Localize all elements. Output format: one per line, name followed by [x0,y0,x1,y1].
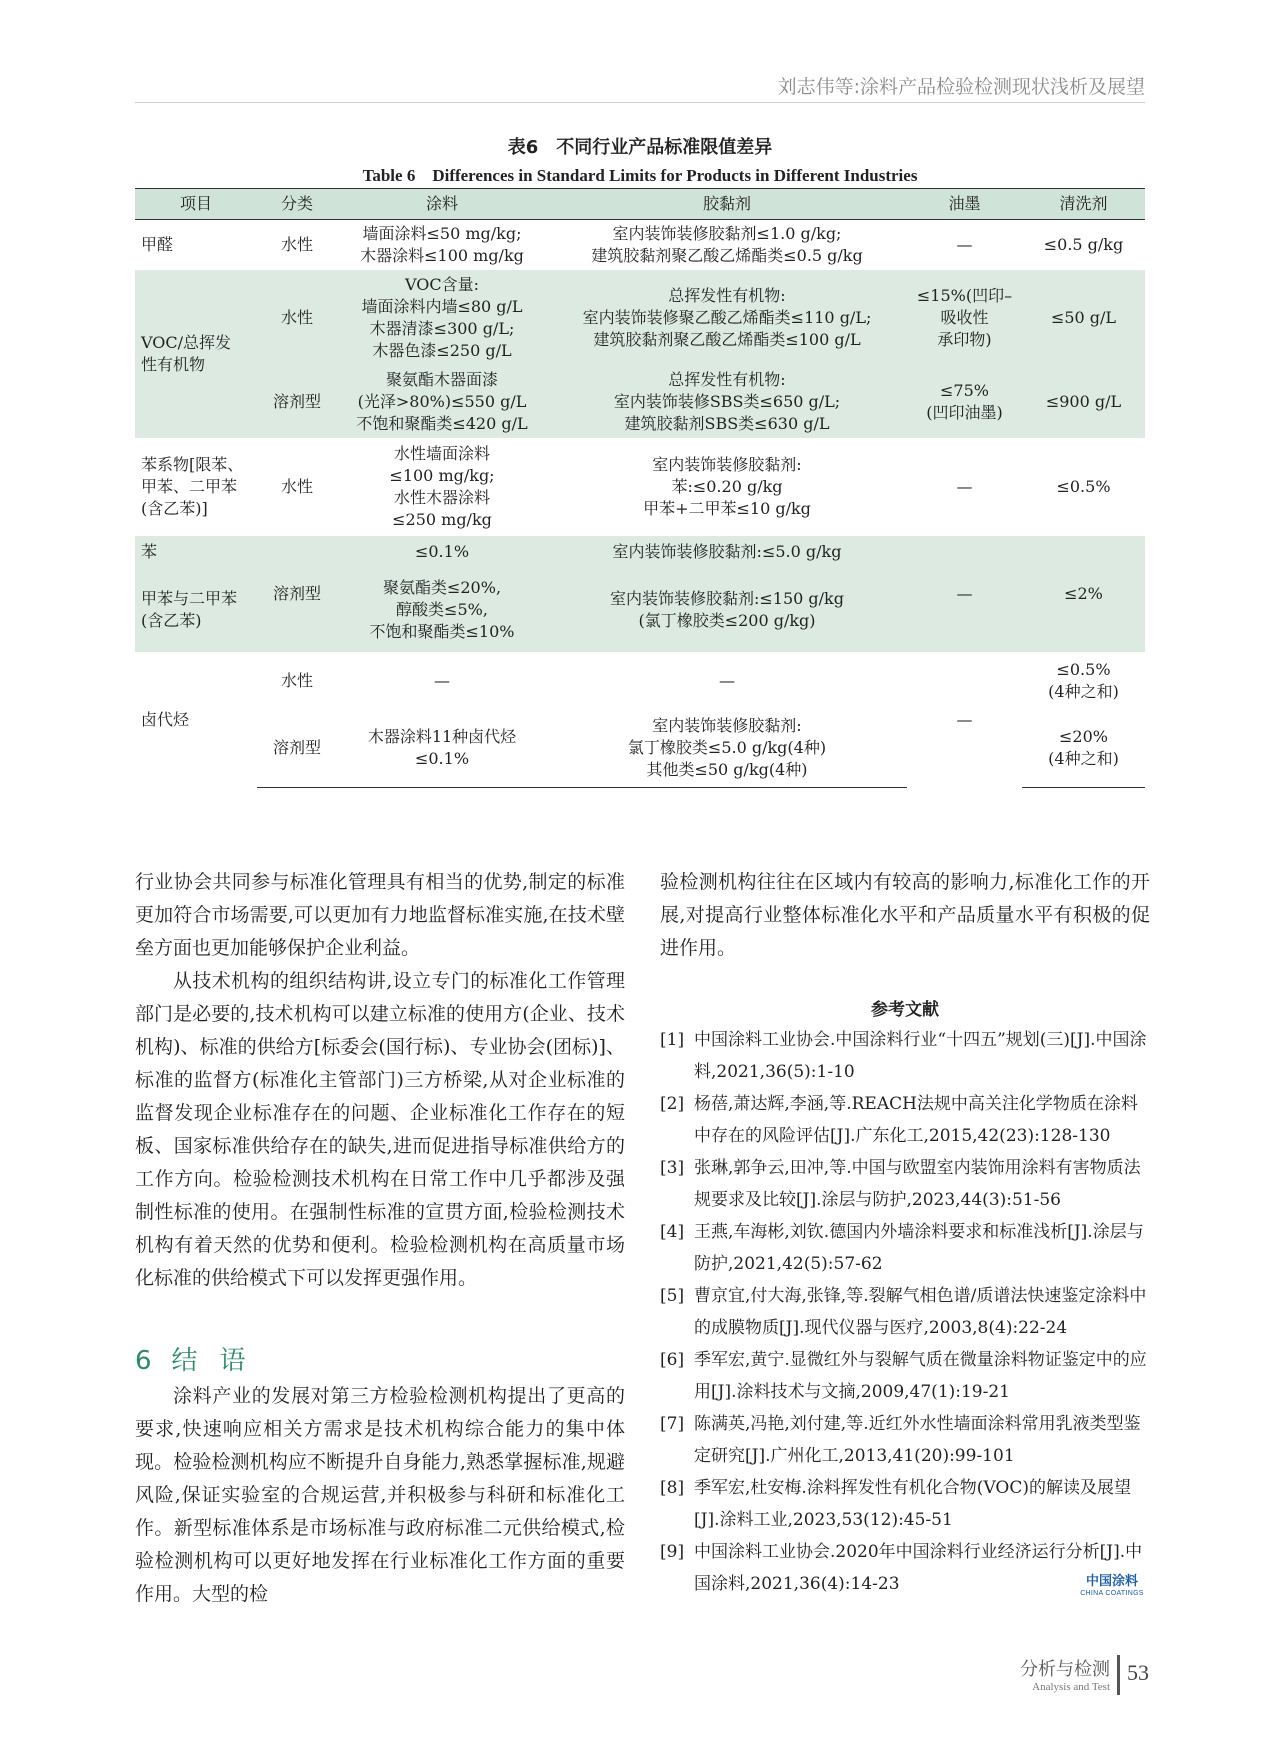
reference-item [660,1344,1150,1408]
cell-type: 溶剂型 [257,366,337,438]
cell-cleaner: ≤50 g/L [1022,270,1145,366]
col-header-cleaner: 清洗剂 [1022,189,1145,220]
references-title: 参考文献 [871,1000,939,1020]
cell-paint: ≤0.1% [337,536,547,568]
cell-item: VOC/总挥发 性有机物 [135,270,257,438]
reference-number: [3] [660,1158,685,1178]
cell-paint: — [337,652,547,710]
cell-paint: 木器涂料11种卤代烃 ≤0.1% [337,710,547,788]
reference-text: 曹京宜,付大海,张锋,等.裂解气相色谱/质谱法快速鉴定涂料中的成膜物质[J].现代仪器与医疗,2003,8(4):22-24 [694,1286,1147,1338]
col-header-item: 项目 [135,189,257,220]
footer-divider [1117,1655,1120,1695]
cell-adhesive: 室内装饰装修胶黏剂≤1.0 g/kg; 建筑胶黏剂聚乙酸乙烯酯类≤0.5 g/kg [547,220,907,270]
running-header: 刘志伟等:涂料产品检验检测现状浅析及展望 [777,76,1145,98]
reference-number: [2] [660,1094,685,1114]
cell-adhesive: 总挥发性有机物: 室内装饰装修SBS类≤650 g/L; 建筑胶黏剂SBS类≤630 g/L [547,366,907,438]
reference-text: 中国涂料工业协会.中国涂料行业“十四五”规划(三)[J].中国涂料,2021,36(5):1-10 [694,1030,1147,1082]
cell-ink: — [907,652,1022,788]
cell-cleaner: ≤900 g/L [1022,366,1145,438]
cell-cleaner: ≤0.5 g/kg [1022,220,1145,270]
reference-number: [7] [660,1414,685,1434]
cell-ink: — [907,536,1022,652]
cell-ink: — [907,220,1022,270]
logo-zh: 中国涂料 [1085,1574,1138,1589]
left-column-upper [135,866,625,1295]
cell-type: 水性 [257,220,337,270]
cell-cleaner: ≤0.5% [1022,438,1145,536]
table-row [135,652,1145,710]
reference-item [660,1216,1150,1280]
table-row [135,438,1145,536]
table-row [135,270,1145,366]
table-row [135,536,1145,568]
cell-type: 溶剂型 [257,710,337,788]
reference-text: 季军宏,杜安梅.涂料挥发性有机化合物(VOC)的解读及展望[J].涂料工业,2023,53(12):45-51 [694,1478,1131,1530]
page-number: 53 [1127,1660,1149,1685]
cell-adhesive: — [547,652,907,710]
cell-cleaner: ≤2% [1022,536,1145,652]
cell-ink: ≤15%(凹印– 吸收性 承印物) [907,270,1022,366]
reference-text: 张琳,郭争云,田冲,等.中国与欧盟室内装饰用涂料有害物质法规要求及比较[J].涂层与防护,2023,44(3):51-56 [694,1158,1141,1210]
reference-text: 陈满英,冯艳,刘付建,等.近红外水性墙面涂料常用乳液类型鉴定研究[J].广州化工,2013,41(20):99-101 [694,1414,1141,1466]
footer-section-en: Analysis and Test [1032,1681,1110,1693]
col-header-type: 分类 [257,189,337,220]
cell-item: 卤代烃 [135,652,257,788]
table-row [135,220,1145,270]
cell-ink: ≤75% (凹印油墨) [907,366,1022,438]
col-header-adhesive: 胶黏剂 [547,189,907,220]
cell-cleaner: ≤0.5% (4种之和) [1022,652,1145,710]
right-column-text [660,866,1150,965]
cell-adhesive: 室内装饰装修胶黏剂: 氯丁橡胶类≤5.0 g/kg(4种) 其他类≤50 g/kg(4种) [547,710,907,788]
table-caption-zh: 表6 不同行业产品标准限值差异 [507,137,773,158]
section-number: 6 [135,1346,154,1376]
cell-ink: — [907,438,1022,536]
cell-cleaner: ≤20% (4种之和) [1022,710,1145,788]
col-header-ink: 油墨 [907,189,1022,220]
body-paragraph: 涂料产业的发展对第三方检验检测机构提出了更高的要求,快速响应相关方需求是技术机构综合能力的集中体现。检验检测机构应不断提升自身能力,熟悉掌握标准,规避风险,保证实验室的合规运营,并积极参与科研和标准化工作。新型标准体系是市场标准与政府标准二元供给模式,检验检测机构可以更好地发挥在行业标准化工作方面的重要作用。大型的检 [135,1385,625,1605]
body-paragraph: 验检测机构往往在区域内有较高的影响力,标准化工作的开展,对提高行业整体标准化水平和产品质量水平有积极的促进作用。 [660,871,1150,959]
table-row [135,366,1145,438]
cell-paint: 聚氨酯类≤20%, 醇酸类≤5%, 不饱和聚酯类≤10% [337,568,547,652]
cell-adhesive: 室内装饰装修胶黏剂: 苯:≤0.20 g/kg 甲苯+二甲苯≤10 g/kg [547,438,907,536]
section-heading [135,1340,268,1377]
reference-number: [1] [660,1030,685,1050]
section-title: 结语 [171,1346,268,1376]
reference-text: 中国涂料工业协会.2020年中国涂料行业经济运行分析[J].中国涂料,2021,36(4):14-23 [694,1542,1143,1594]
cell-type: 水性 [257,652,337,710]
references-list [660,1024,1150,1600]
logo-en: CHINA COATINGS [1080,1590,1144,1597]
cell-item: 苯 [135,536,257,568]
reference-number: [8] [660,1478,685,1498]
cell-type: 水性 [257,438,337,536]
reference-number: [4] [660,1222,685,1242]
cell-paint: 墙面涂料≤50 mg/kg; 木器涂料≤100 mg/kg [337,220,547,270]
body-paragraph: 行业协会共同参与标准化管理具有相当的优势,制定的标准更加符合市场需要,可以更加有力地监督标准实施,在技术壁垒方面也更加能够保护企业利益。 [135,871,625,959]
footer-section-zh: 分析与检测 [1020,1659,1110,1680]
cell-type: 溶剂型 [257,536,337,652]
cell-type: 水性 [257,270,337,366]
reference-number: [5] [660,1286,685,1306]
reference-item [660,1280,1150,1344]
reference-item [660,1152,1150,1216]
left-column-lower [135,1380,625,1611]
table-caption-en: Table 6 Differences in Standard Limits for Products in Different Industries [362,166,918,185]
reference-item [660,1472,1150,1536]
reference-text: 杨蓓,萧达辉,李涵,等.REACH法规中高关注化学物质在涂料中存在的风险评估[J].广东化工,2015,42(23):128-130 [694,1094,1138,1146]
reference-item [660,1088,1150,1152]
reference-item [660,1408,1150,1472]
reference-number: [9] [660,1542,685,1562]
header-rule [135,102,1145,103]
cell-item: 甲醛 [135,220,257,270]
reference-number: [6] [660,1350,685,1370]
col-header-paint: 涂料 [337,189,547,220]
cell-paint: 聚氨酯木器面漆 (光泽>80%)≤550 g/L 不饱和聚酯类≤420 g/L [337,366,547,438]
cell-item: 苯系物[限苯、 甲苯、二甲苯 (含乙苯)] [135,438,257,536]
body-paragraph: 从技术机构的组织结构讲,设立专门的标准化工作管理部门是必要的,技术机构可以建立标准的使用方(企业、技术机构)、标准的供给方[标委会(国行标)、专业协会(团标)]、标准的监督方(标准化主管部门)三方桥梁,从对企业标准的监督发现企业标准存在的问题、企业标准化工作存在的短板、国家标准供给存在的缺失,进而促进指导标准供给方的工作方向。检验检测技术机构在日常工作中几乎都涉及强制性标准的使用。在强制性标准的宣贯方面,检验检测技术机构有着天然的优势和便利。检验检测机构在高质量市场化标准的供给模式下可以发挥更强作用。 [135,970,625,1289]
cell-adhesive: 室内装饰装修胶黏剂:≤150 g/kg (氯丁橡胶类≤200 g/kg) [547,568,907,652]
reference-text: 季军宏,黄宁.显微红外与裂解气质在微量涂料物证鉴定中的应用[J].涂料技术与文摘,2009,47(1):19-21 [694,1350,1147,1402]
cell-paint: VOC含量: 墙面涂料内墙≤80 g/L 木器清漆≤300 g/L; 木器色漆≤250 g/L [337,270,547,366]
cell-adhesive: 总挥发性有机物: 室内装饰装修聚乙酸乙烯酯类≤110 g/L; 建筑胶黏剂聚乙酸乙烯酯类≤100 g/L [547,270,907,366]
cell-paint: 水性墙面涂料 ≤100 mg/kg; 水性木器涂料 ≤250 mg/kg [337,438,547,536]
standards-table [135,188,1145,788]
cell-item: 甲苯与二甲苯 (含乙苯) [135,568,257,652]
reference-item [660,1024,1150,1088]
china-coatings-logo [1077,1575,1147,1598]
cell-adhesive: 室内装饰装修胶黏剂:≤5.0 g/kg [547,536,907,568]
table-header-row [135,189,1145,220]
reference-text: 王燕,车海彬,刘钦.德国内外墙涂料要求和标准浅析[J].涂层与防护,2021,42(5):57-62 [694,1222,1144,1274]
